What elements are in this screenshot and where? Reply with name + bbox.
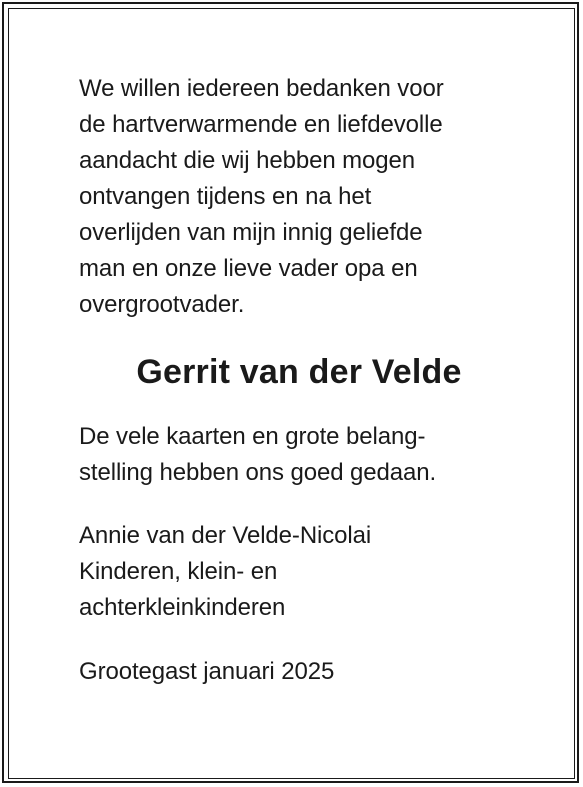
place-date: Grootegast januari 2025: [79, 658, 335, 685]
signers-paragraph: Annie van der Velde-Nicolai Kinderen, klein- en achterkleinkinderen: [79, 522, 372, 621]
deceased-name: Gerrit van der Velde: [136, 353, 462, 391]
notice-body: [79, 71, 519, 690]
thanks-paragraph: De vele kaarten en grote belang- stelling hebben ons goed gedaan.: [79, 423, 437, 486]
intro-paragraph: We willen iedereen bedanken voor de hartverwarmende en liefdevolle aandacht die wij hebben mogen ontvangen tijdens en na het overlijden van mijn innig geliefde man en onze lieve vader opa en overgrootvader.: [79, 75, 444, 318]
